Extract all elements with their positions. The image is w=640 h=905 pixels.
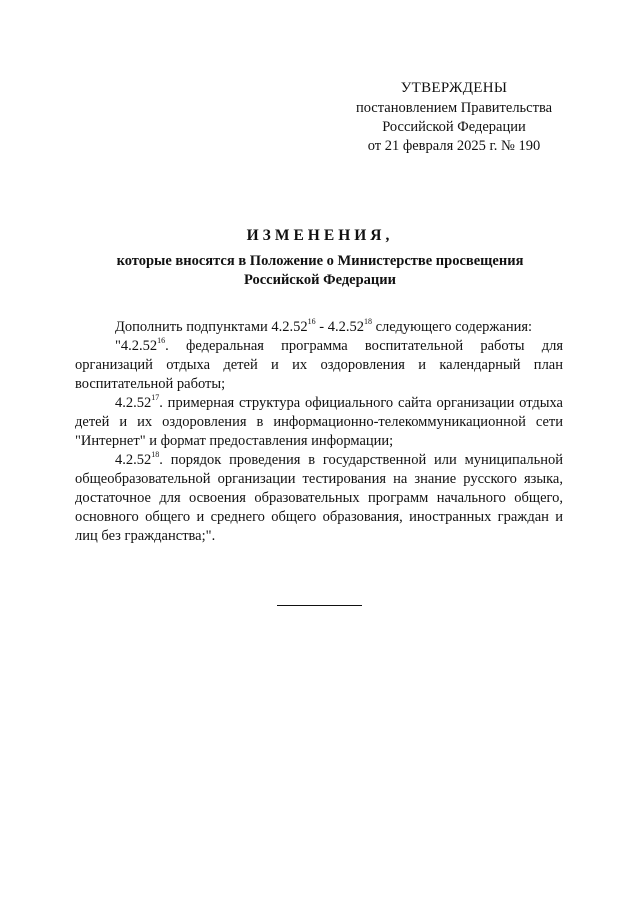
title-subtitle-line-2: Российской Федерации: [243, 272, 396, 288]
item-16-paragraph: [75, 337, 563, 394]
approval-heading: УТВЕРЖДЕНЫ: [400, 80, 508, 96]
item-16-sup: 16: [157, 336, 166, 346]
item-18-number: 4.2.52: [115, 452, 152, 468]
title-subtitle-line-1: которые вносятся в Положение о Министерстве просвещения: [116, 253, 524, 269]
item-18-text: . порядок проведения в государственной или муниципальной общеобразовательной организации тестирования на знание русского языка, достаточное для освоения образовательных программ начального общего, основного общего и среднего общего образования, иностранных граждан и лиц без гражданства;".: [75, 452, 563, 544]
document-body: [75, 318, 563, 546]
item-17-sup: 17: [151, 393, 160, 403]
approval-line-2: Российской Федерации: [382, 119, 526, 135]
item-17-text: . примерная структура официального сайта организации отдыха детей и их оздоровления в информационно-телекоммуникационной сети "Интернет" и формат предоставления информации;: [75, 395, 563, 449]
intro-sup-2: 18: [364, 317, 372, 327]
intro-sup-1: 16: [307, 317, 316, 327]
approval-line-1: постановлением Правительства: [355, 100, 553, 116]
item-18-paragraph: [75, 451, 563, 546]
item-17-paragraph: [75, 394, 563, 451]
approval-stamp: [340, 79, 568, 156]
intro-middle: - 4.2.52: [315, 319, 364, 335]
item-18-sup: 18: [151, 450, 160, 460]
item-16-text: . федеральная программа воспитательной работы для организаций отдыха детей и их оздоровления и календарный план воспитательной работы;: [75, 338, 563, 392]
approval-line-3: от 21 февраля 2025 г. № 190: [367, 138, 541, 154]
intro-suffix: следующего содержания:: [372, 319, 533, 335]
document-title: [60, 226, 580, 290]
item-17-number: 4.2.52: [115, 395, 152, 411]
intro-paragraph: [75, 318, 563, 337]
item-16-number: "4.2.52: [115, 338, 158, 354]
title-main: ИЗМЕНЕНИЯ,: [246, 227, 394, 244]
end-separator-line: [277, 605, 362, 606]
intro-prefix: Дополнить подпунктами 4.2.52: [115, 319, 308, 335]
